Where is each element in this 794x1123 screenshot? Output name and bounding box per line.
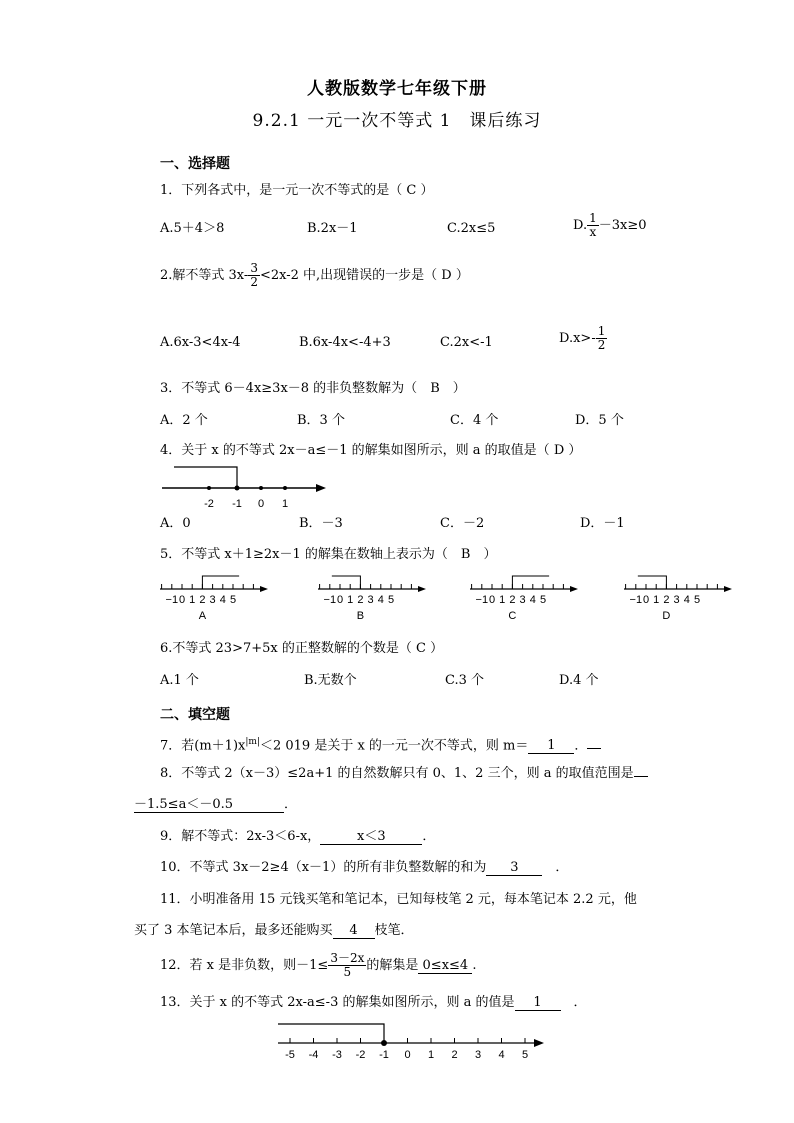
section-heading-fill: 二、填空题 bbox=[160, 707, 230, 723]
q6-option-d: D.4 个 bbox=[559, 673, 599, 688]
answer-3: B bbox=[430, 381, 440, 396]
q2-option-a: A.6x-3<4x-4 bbox=[160, 335, 241, 350]
q4-tick-label: -1 bbox=[232, 498, 242, 510]
q5-tick-label: 0 bbox=[178, 594, 186, 606]
q5-tick-label: −1 bbox=[475, 594, 489, 606]
q5-tick-label: 5 bbox=[693, 594, 701, 606]
q5-solution-ray bbox=[512, 576, 549, 589]
question-9: 9．解不等式：2x-3＜6-x， x＜3 ． bbox=[160, 829, 436, 844]
q5-tick-label: 4 bbox=[219, 594, 226, 606]
q4-option-a: A．0 bbox=[160, 516, 191, 531]
question-8-line2: －1.5≤a＜－0.5 ． bbox=[134, 797, 298, 812]
q2-option-d: D.x>- $\frac{1}{2}$ bbox=[559, 324, 606, 352]
q13-tick-label: -2 bbox=[355, 1049, 366, 1061]
question-12: 12．若 x 是非负数，则－1≤ $\frac{3-2x}{5}$ 的解集是 0≤x≤4 . bbox=[160, 951, 477, 979]
q4-tick-label: 1 bbox=[281, 498, 289, 510]
q6-option-a: A.1 个 bbox=[160, 673, 199, 688]
q5-tick-label: 5 bbox=[229, 594, 237, 606]
question-4-stem: 4．关于 x 的不等式 2x－a≤－1 的解集如图所示，则 a 的取值是（ D ） bbox=[160, 443, 582, 458]
answer-9: x＜3 bbox=[320, 829, 422, 845]
question-13: 13．关于 x 的不等式 2x-a≤-3 的解集如图所示，则 a 的值是 1 ． bbox=[160, 995, 587, 1010]
q1-option-c: C.2x≤5 bbox=[447, 221, 496, 236]
q5-tick-label: 5 bbox=[539, 594, 547, 606]
answer-1: C bbox=[406, 183, 417, 198]
q3-option-b: B．3 个 bbox=[297, 413, 345, 428]
q5-number-line-a bbox=[160, 572, 272, 622]
section-heading-choice: 一、选择题 bbox=[160, 156, 230, 172]
q5-solution-ray bbox=[332, 576, 361, 589]
q4-tick-label: 0 bbox=[257, 498, 265, 510]
q5-tick-label: 1 bbox=[653, 594, 660, 606]
q13-solid-point bbox=[381, 1040, 387, 1046]
question-11-line2: 买了 3 本笔记本后，最多还能购买 4 枝笔． bbox=[134, 923, 414, 938]
q5-tick-label: −1 bbox=[629, 594, 643, 606]
q4-option-b: B．－3 bbox=[299, 516, 343, 531]
q5-option-label: B bbox=[356, 610, 365, 622]
question-8-line1: 8．不等式 2（x－3）≤2a+1 的自然数解只有 0、1、2 三个，则 a 的取值范围是 bbox=[160, 766, 648, 782]
question-7: 7．若$(m+1)x^{|m|}<2$ 019 是关于 x 的一元一次不等式，则 m＝ 1 ． bbox=[160, 734, 601, 754]
q5-number-line-d bbox=[624, 572, 736, 622]
q5-tick-label: 2 bbox=[199, 594, 206, 606]
q1-option-a: A.5＋4＞8 bbox=[160, 221, 225, 236]
q5-tick-label: 2 bbox=[509, 594, 516, 606]
q13-tick-label: 0 bbox=[404, 1049, 411, 1061]
q5-tick-label: 0 bbox=[488, 594, 496, 606]
q6-option-b: B.无数个 bbox=[304, 673, 357, 688]
q5-tick-label: 3 bbox=[519, 594, 526, 606]
question-10: 10．不等式 3x－2≥4（x－1）的所有非负整数解的和为 3 ． bbox=[160, 860, 569, 875]
q5-tick-label: 0 bbox=[336, 594, 344, 606]
answer-4: D bbox=[553, 443, 565, 458]
q4-option-d: D．－1 bbox=[580, 516, 625, 531]
answer-5: B bbox=[460, 547, 471, 562]
q5-option-label: A bbox=[198, 610, 207, 622]
q13-tick-label: 1 bbox=[427, 1049, 435, 1061]
q5-solution-ray bbox=[638, 576, 667, 589]
q5-tick-label: 1 bbox=[347, 594, 354, 606]
q13-solution-ray bbox=[278, 1024, 384, 1043]
q13-tick-label: -1 bbox=[379, 1049, 389, 1061]
q4-tick-label: -2 bbox=[204, 498, 214, 510]
question-11-line1: 11．小明准备用 15 元钱买笔和笔记本，已知每枝笔 2 元，每本笔记本 2.2 元，他 bbox=[160, 892, 637, 907]
page-subtitle: 9.2.1 一元一次不等式 1 课后练习 bbox=[252, 111, 542, 131]
answer-8: －1.5≤a＜－0.5 bbox=[134, 797, 284, 813]
page-title: 人教版数学七年级下册 bbox=[307, 79, 487, 99]
answer-10: 3 bbox=[486, 860, 542, 876]
q3-option-c: C．4 个 bbox=[450, 413, 499, 428]
q5-tick-label: 3 bbox=[673, 594, 680, 606]
q13-tick-label: 2 bbox=[451, 1049, 458, 1061]
q13-tick-label: -4 bbox=[308, 1049, 319, 1061]
q5-solution-ray bbox=[202, 576, 239, 589]
answer-11: 4 bbox=[333, 923, 375, 939]
q3-option-d: D．5 个 bbox=[575, 413, 624, 428]
q4-option-c: C．－2 bbox=[440, 516, 485, 531]
question-5-stem: 5．不等式 x＋1≥2x－1 的解集在数轴上表示为（ B ） bbox=[160, 547, 497, 562]
q13-tick-label: 4 bbox=[498, 1049, 505, 1061]
q5-option-label: D bbox=[662, 610, 671, 622]
answer-6: C bbox=[416, 641, 426, 656]
q5-number-line-b bbox=[318, 572, 430, 622]
q5-tick-label: 3 bbox=[209, 594, 216, 606]
q5-tick-label: 0 bbox=[642, 594, 650, 606]
question-1-stem: 1．下列各式中，是一元一次不等式的是（ C ） bbox=[160, 183, 434, 198]
q5-tick-label: −1 bbox=[165, 594, 179, 606]
question-2-stem: 2.解不等式 3x- $\frac{3}{2}$ <2x-2 中,出现错误的一步是（ D ） bbox=[160, 261, 469, 289]
q6-option-c: C.3 个 bbox=[445, 673, 485, 688]
q13-number-line bbox=[278, 1018, 548, 1062]
q5-tick-label: 4 bbox=[683, 594, 690, 606]
q5-option-label: C bbox=[508, 610, 517, 622]
q5-tick-label: 2 bbox=[663, 594, 670, 606]
q13-tick-label: 3 bbox=[474, 1049, 482, 1061]
q1-option-b: B.2x－1 bbox=[307, 221, 358, 236]
q5-tick-label: 1 bbox=[499, 594, 506, 606]
q13-tick-label: -3 bbox=[332, 1049, 342, 1061]
answer-2: D bbox=[441, 268, 452, 283]
q5-tick-label: 5 bbox=[387, 594, 395, 606]
q3-option-a: A．2 个 bbox=[160, 413, 208, 428]
q2-option-c: C.2x<-1 bbox=[440, 335, 493, 350]
answer-12: 0≤x≤4 bbox=[418, 958, 472, 974]
q5-number-line-c bbox=[470, 572, 582, 622]
q5-tick-label: 4 bbox=[529, 594, 536, 606]
q5-tick-label: 2 bbox=[357, 594, 364, 606]
q1-option-d: D. $\frac{1}{x}$ －3x≥0 bbox=[573, 211, 647, 239]
q5-tick-label: 3 bbox=[367, 594, 374, 606]
q5-tick-label: 4 bbox=[377, 594, 384, 606]
q4-number-line bbox=[160, 462, 330, 512]
answer-7: 1 bbox=[528, 738, 574, 754]
q5-tick-label: −1 bbox=[323, 594, 337, 606]
q13-tick-label: -5 bbox=[285, 1049, 295, 1061]
question-6-stem: 6.不等式 23>7+5x 的正整数解的个数是（ C ） bbox=[160, 641, 444, 656]
q2-option-b: B.6x-4x<-4+3 bbox=[299, 335, 391, 350]
question-3-stem: 3．不等式 6－4x≥3x－8 的非负整数解为（ B ） bbox=[160, 381, 466, 396]
answer-13: 1 bbox=[515, 995, 561, 1011]
q5-tick-label: 1 bbox=[189, 594, 196, 606]
q13-tick-label: 5 bbox=[521, 1049, 529, 1061]
